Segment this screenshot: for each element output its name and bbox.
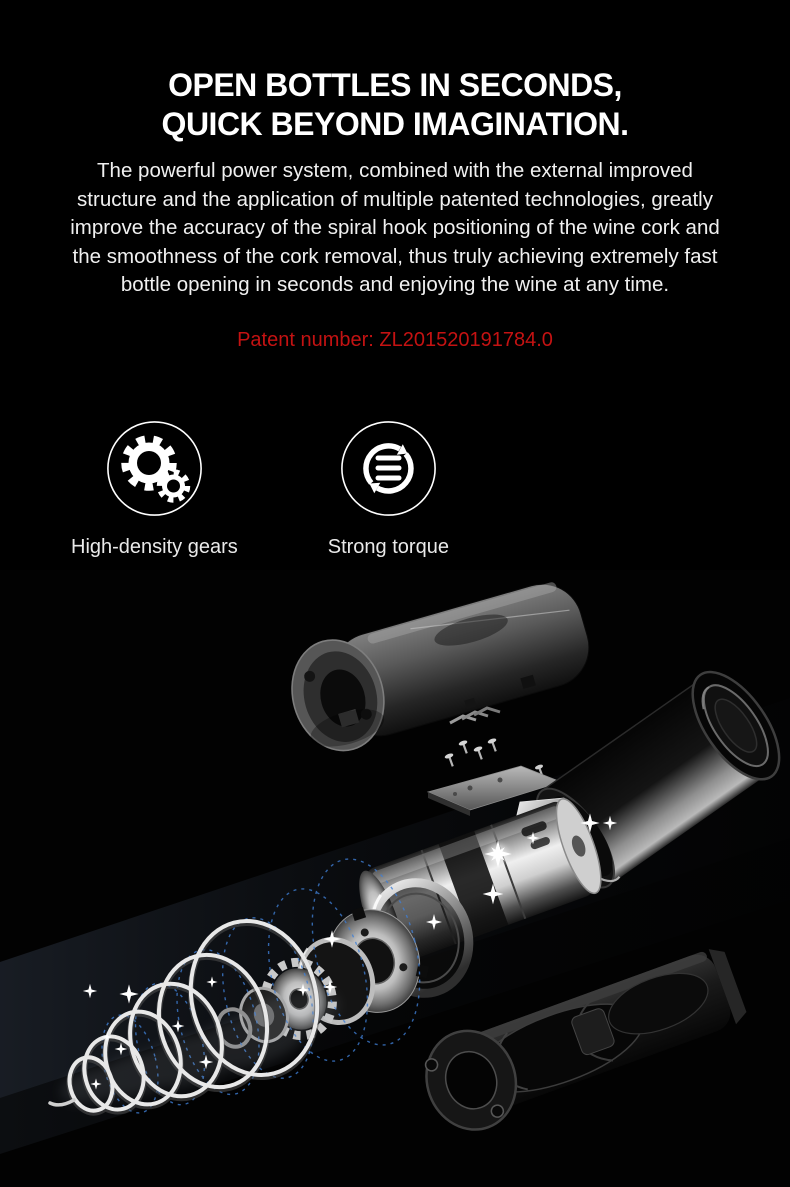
description-line: improve the accuracy of the spiral hook positioning of the wine cork and <box>70 216 720 239</box>
description-line: bottle opening in seconds and enjoying the wine at any time. <box>120 273 670 296</box>
feature-label: Strong torque <box>327 536 449 558</box>
rotation-arrows-icon <box>340 420 437 517</box>
features-row <box>71 420 449 559</box>
feature-label: High-density gears <box>71 536 238 558</box>
product-description <box>0 157 790 300</box>
product-image-area <box>0 570 790 1187</box>
feature-high-density-gears <box>71 420 238 559</box>
gears-icon <box>106 420 203 517</box>
feature-strong-torque <box>328 420 449 559</box>
description-line: structure and the application of multiple patented technologies, greatly <box>77 187 713 211</box>
description-line: the smoothness of the cork removal, thus truly achieving extremely fast <box>72 244 718 268</box>
title-line-2: QUICK BEYOND IMAGINATION. <box>161 106 629 142</box>
patent-number: Patent number: ZL201520191784.0 <box>237 328 553 351</box>
product-exploded-view-image <box>0 570 790 1187</box>
title-line-1: OPEN BOTTLES IN SECONDS, <box>168 67 622 103</box>
page-title <box>0 66 790 144</box>
description-line: The powerful power system, combined with the external improved <box>97 159 693 182</box>
